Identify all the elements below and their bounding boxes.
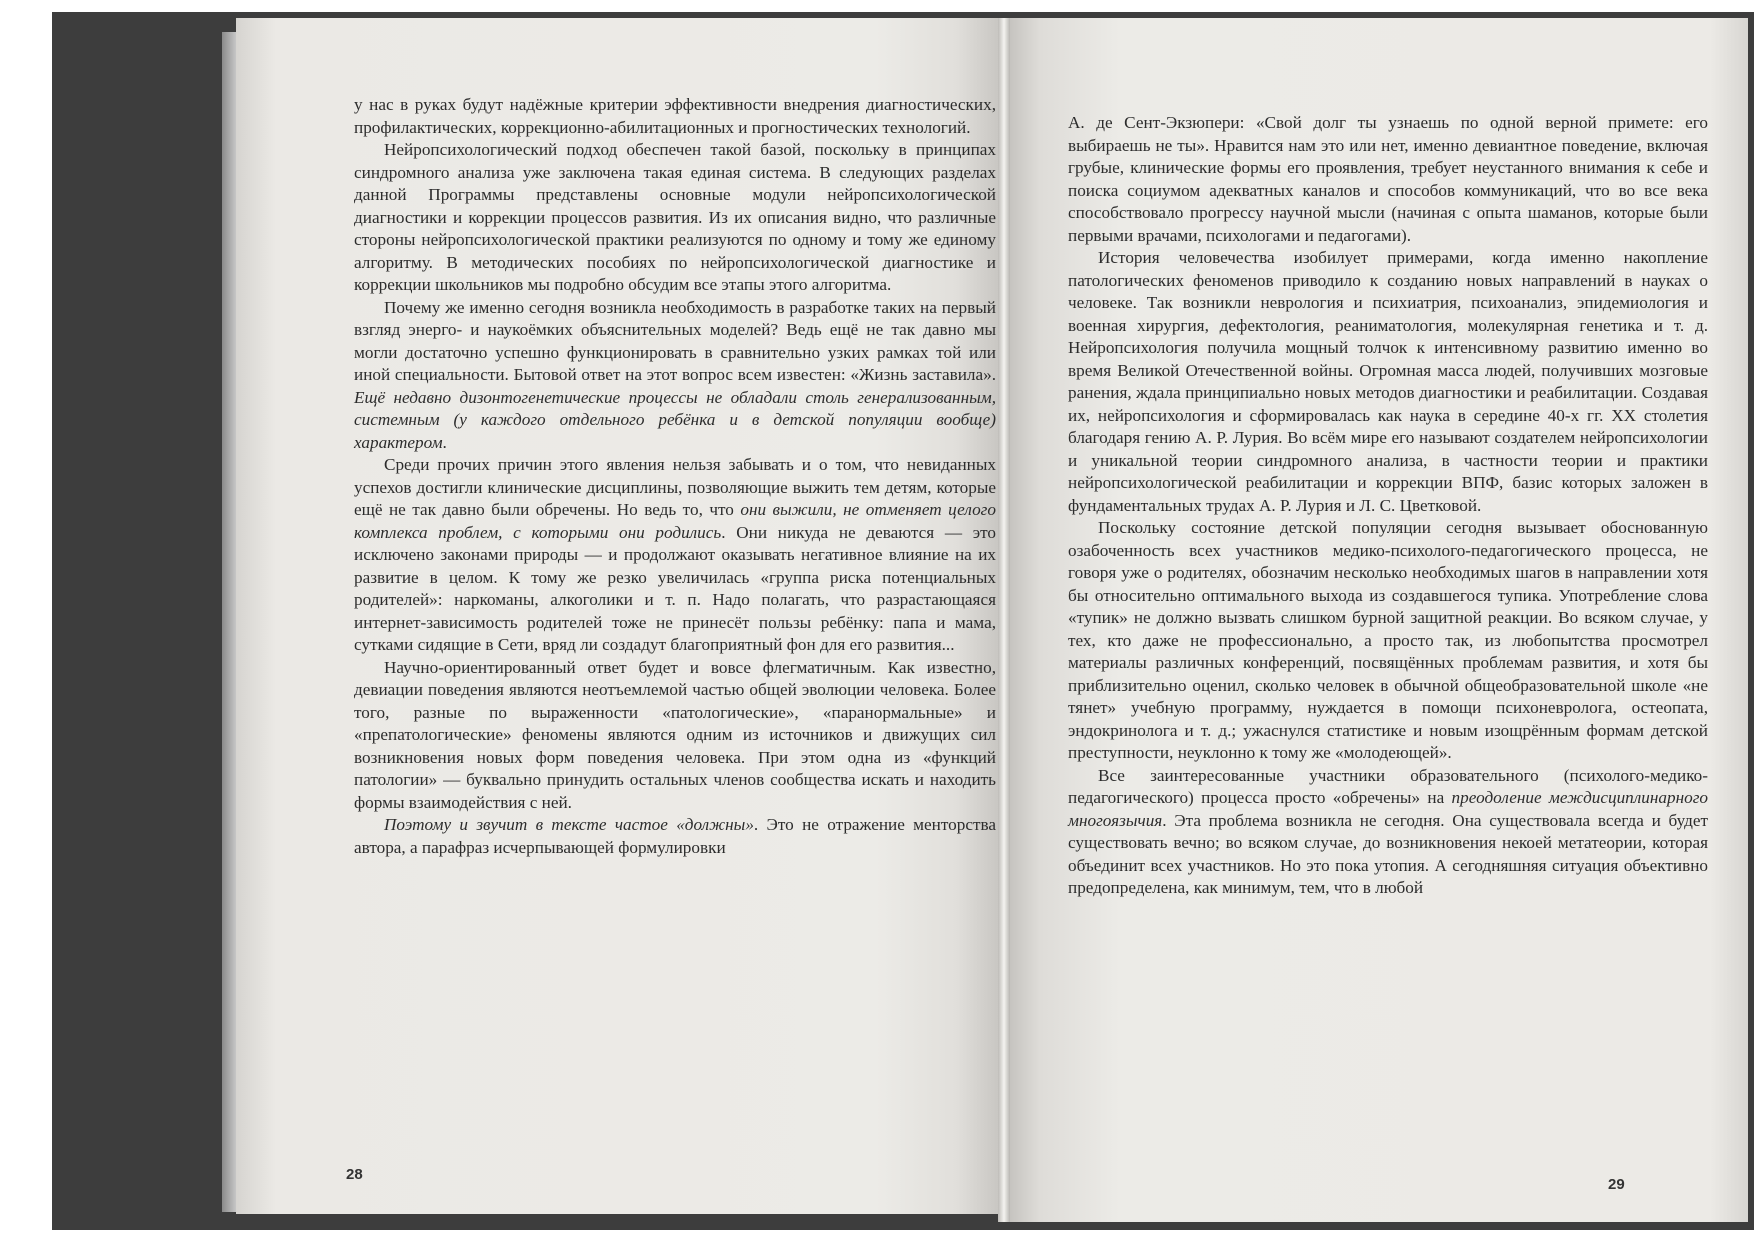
text-run: Научно-ориентированный ответ будет и вовсе флегматичным. Как известно, девиации поведения являются неотъемлемой частью общей эволюции человека. Более того, разные по выраженности «патологические», «паранормальные» и «препатологические» феномены являются одним из источников и движущих сил возникновения новых форм поведения человека. При этом одна из «функций патологии» — буквально принудить остальных членов сообщества искать и находить формы взаимодействия с ней. xyxy=(354,657,996,812)
italic-text: они выжили, не отменяет целого комплекса проблем, с которыми они родились xyxy=(354,500,996,542)
paragraph xyxy=(354,814,996,859)
text-run: Поскольку состояние детской популяции сегодня вызывает обоснованную озабоченность всех участников медико-психолого-педагогического процесса, не говоря уже о родителях, обозначим несколько необходимых шагов в направлении хотя бы относительно оптимального выхода из создавшегося тупика. Употребление слова «тупик» не должно вызвать слишком бурной защитной реакции. Во всяком случае, у тех, кто даже не профессионально, а просто так, из любопытства просмотрел материалы различных конференций, посвящённых проблемам развития, и хотя бы приблизительно оценил, сколько человек в обычной общеобразовательной школе «не тянет» учебную программу, нуждается в помощи психоневролога, остеопата, эндокринолога и т. д.; ужаснулся статистике и новым изощрённым формам детской преступности, неуклонно к тому же «молодеющей». xyxy=(1068,518,1708,762)
paragraph xyxy=(354,94,996,139)
text-run: Нейропсихологический подход обеспечен такой базой, поскольку в принципах синдромного анализа уже заключена такая единая система. В следующих разделах данной Программы представлены основные модули нейропсихологической диагностики и коррекции процессов развития. Из их описания видно, что различные стороны нейропсихологической практики реализуются по одному и тому же единому алгоритму. В методических пособиях по нейропсихологической диагностике и коррекции школьников мы подробно обсудим все этапы этого алгоритма. xyxy=(354,140,996,294)
text-run: . Эта проблема возникла не сегодня. Она существовала всегда и будет существовать вечно; во всяком случае, до возникновения некоей метатеории, которая объединит всех участников. Но это пока утопия. А сегодняшняя ситуация объективно предопределена, как минимум, тем, что в любой xyxy=(1068,810,1708,897)
text-run: . Это не отражение менторства автора, а парафраз исчерпывающей формулировки xyxy=(354,815,997,857)
text-run: Почему же именно сегодня возникла необходимость в разработке таких на первый взгляд энерго- и наукоёмких объяснительных моделей? Ведь ещё не так давно мы могли достаточно успешно функционировать в сравнительно узких рамках той или иной специальности. Бытовой ответ на этот вопрос всем известен: «Жизнь заставила». xyxy=(354,297,996,384)
right-page-text xyxy=(1068,112,1708,900)
text-run: Среди прочих причин этого явления нельзя забывать и о том, что невиданных успехов достигли клинические дисциплины, позволяющие выжить тем детям, которые ещё не так давно были обречены. Но ведь то, что xyxy=(354,455,996,519)
paragraph xyxy=(1068,247,1708,517)
italic-text: Поэтому и звучит в тексте частое «должны» xyxy=(384,815,754,834)
text-run: История человечества изобилует примерами, когда именно накопление патологических феноменов приводило к созданию новых направлений в науках о человеке. Так возникли неврология и психиатрия, психоанализ, эпидемиология и военная хирургия, дефектология, реаниматология, молекулярная генетика и т. д. Нейропсихология получила мощный толчок к интенсивному развитию именно во время Великой Отечественной войны. Огромная масса людей, получивших мозговые ранения, ждала принципиально новых методов диагностики и реабилитации. Создавая их, нейропсихология и сформировалась как наука в середине 40-х гг. XX столетия благодаря гению А. Р. Лурия. Во всём мире его называют создателем нейропсихологии и уникальной теории синдромного анализа, в частности теории и практики нейропсихологической реабилитации и коррекции ВПФ, базис которых заложен в фундаментальных трудах А. Р. Лурия и Л. С. Цветковой. xyxy=(1068,248,1708,515)
left-page-number: 28 xyxy=(346,1166,363,1183)
italic-text: преодоление междисциплинарного многоязычия xyxy=(1068,788,1708,830)
text-run: Все заинтересованные участники образовательного (психолого-медико-педагогического) процесса просто «обречены» на xyxy=(1068,765,1708,807)
text-run: А. де Сент-Экзюпери: «Свой долг ты узнаешь по одной верной примете: его выбираешь не ты». Нравится нам это или нет, именно девиантное поведение, включая грубые, клинические формы его проявления, требует неустанного внимания к себе и поиска социумом адекватных каналов и способов коммуникаций, что во все века способствовало прогрессу научной мысли (начиная с опыта шаманов, которые были первыми врачами, психологами и педагогами). xyxy=(1068,113,1708,245)
right-page-number: 29 xyxy=(1608,1176,1625,1193)
paragraph xyxy=(1068,765,1708,900)
italic-text: Ещё недавно дизонтогенетические процессы не обладали столь генерализованным, системным (у каждого отдельного ребёнка и в детской популяции вообще) характером xyxy=(354,387,996,452)
left-page-text xyxy=(354,94,996,859)
text-run: . Они никуда не деваются — это исключено законами природы — и продолжают оказывать негативное влияние на их развитие в целом. К тому же резко увеличилась «группа риска потенциальных родителей»: наркоманы, алкоголики и т. п. Надо полагать, что разрастающаяся интернет-зависимость родителей тоже не принесёт пользы ребёнку: папа и мама, сутками сидящие в Сети, вряд ли создадут благоприятный фон для его развития... xyxy=(354,522,996,654)
paragraph xyxy=(354,139,996,297)
paragraph xyxy=(1068,517,1708,765)
text-run: . xyxy=(442,432,447,452)
book-spine xyxy=(998,18,1010,1222)
paragraph xyxy=(1068,112,1708,247)
paragraph xyxy=(354,657,996,815)
text-run: у нас в руках будут надёжные критерии эффективности внедрения диагностических, профилактических, коррекционно-абилитационных и прогностических технологий. xyxy=(354,95,996,137)
open-book xyxy=(52,12,1754,1230)
paragraph xyxy=(354,454,996,657)
left-page xyxy=(236,18,998,1214)
right-page xyxy=(1010,18,1748,1222)
paragraph xyxy=(354,297,996,455)
